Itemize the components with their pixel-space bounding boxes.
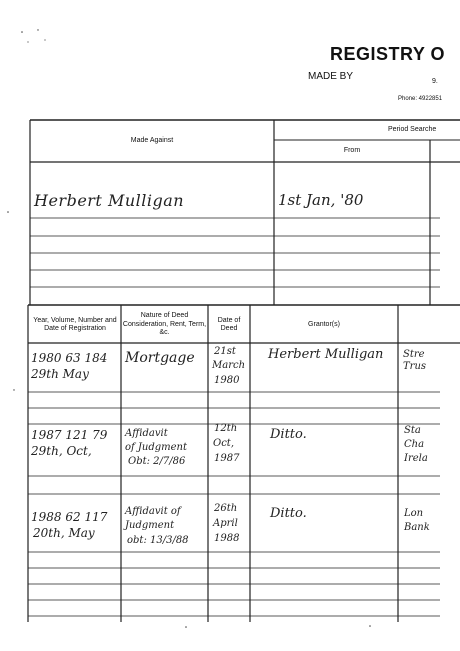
entry-3-nature-line-2: Judgment	[125, 520, 175, 531]
entry-2-date-month: Oct,	[213, 438, 234, 449]
period-searched-header: Period Searche	[388, 126, 437, 133]
made-against-name: Herbert Mulligan	[34, 191, 185, 210]
entry-3-date-day: 26th	[214, 503, 238, 514]
made-against-header: Made Against	[130, 136, 174, 144]
entry-1-grantee-line-1: Stre	[403, 349, 425, 360]
entry-2-registration-date: 29th, Oct,	[31, 444, 92, 458]
entry-1-date-year: 1980	[214, 375, 240, 386]
entry-3-nature-line-1: Affidavit of	[125, 506, 181, 517]
entry-1-registration: 1980 63 184	[31, 351, 108, 365]
entry-2-grantee-line-1: Sta	[404, 425, 421, 436]
entry-2-grantee-line-3: Irela	[404, 453, 428, 464]
entry-1-grantee-line-2: Trus	[403, 361, 427, 372]
entry-2-date-year: 1987	[214, 453, 240, 464]
entry-2-grantor: Ditto.	[270, 427, 307, 442]
header-reference-number: 9.	[432, 78, 438, 85]
phone-number: Phone: 4922851	[398, 96, 443, 102]
entry-1-date-month: March	[212, 360, 246, 371]
entry-2-nature-line-2: of Judgment	[125, 442, 188, 453]
entry-3-grantor: Ditto.	[270, 506, 307, 521]
period-from-date: 1st Jan, '80	[278, 191, 364, 209]
entry-3-date-year: 1988	[214, 533, 240, 544]
entry-2-grantee-line-2: Cha	[404, 439, 425, 450]
entry-3-grantee-line-2: Bank	[404, 522, 430, 533]
made-by-label: MADE BY	[308, 71, 354, 82]
entry-1-date-day: 21st	[214, 346, 236, 357]
year-volume-header: Year, Volume, Number and Date of Registration	[33, 316, 117, 332]
from-header: From	[343, 146, 361, 154]
entry-3-registration: 1988 62 117	[31, 510, 108, 524]
entry-3-grantee-line-1: Lon	[404, 508, 424, 519]
entry-1-nature: Mortgage	[125, 350, 195, 366]
date-of-deed-header: Date of Deed	[217, 316, 241, 332]
entry-2-date-day: 12th	[214, 423, 238, 434]
entry-3-registration-date: 20th, May	[33, 526, 95, 540]
nature-of-deed-header: Nature of Deed Consideration, Rent, Term, &c.	[122, 312, 207, 337]
entry-2-nature-line-1: Affidavit	[125, 428, 168, 439]
entry-3-date-month: April	[213, 518, 238, 529]
entry-2-registration: 1987 121 79	[31, 428, 108, 442]
entry-1-registration-date: 29th May	[31, 367, 89, 381]
grantor-header: Grantor(s)	[308, 320, 340, 328]
form-title: REGISTRY O	[330, 44, 446, 64]
entry-2-nature-line-3: Obt: 2/7/86	[128, 456, 186, 467]
entry-1-grantor: Herbert Mulligan	[268, 347, 384, 362]
entry-3-nature-line-3: obt: 13/3/88	[127, 535, 189, 546]
